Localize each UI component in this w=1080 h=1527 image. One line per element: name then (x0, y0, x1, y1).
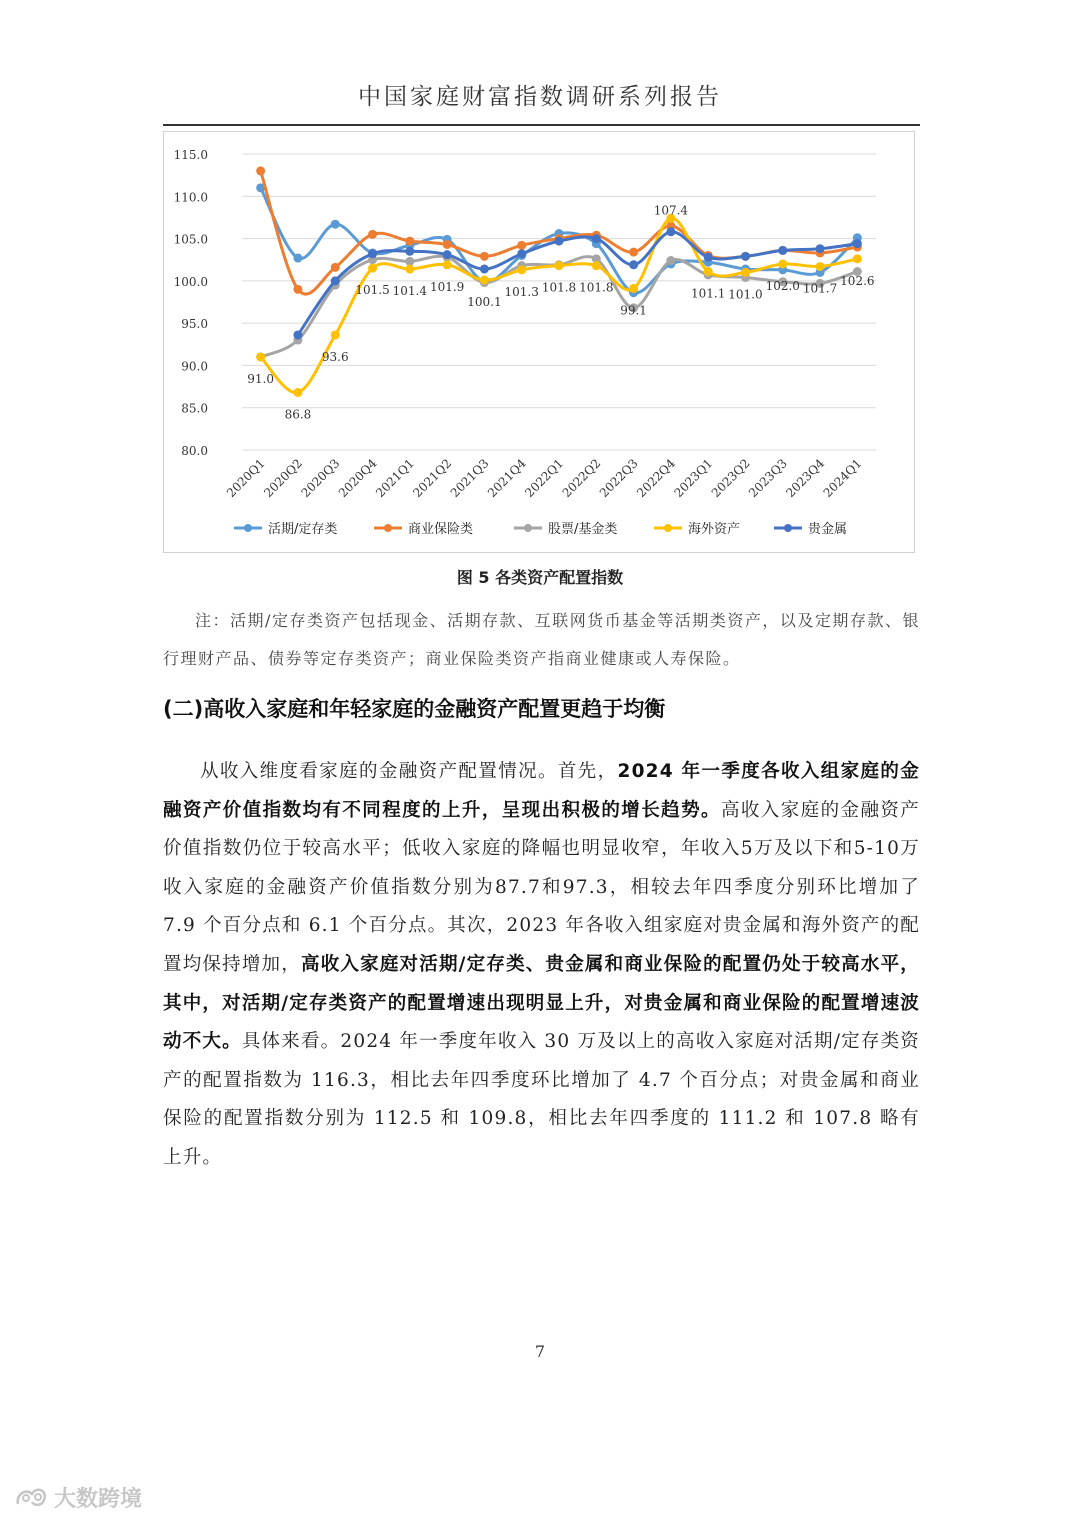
legend-swatch-marker (664, 524, 672, 532)
series-point-3 (517, 265, 526, 274)
legend-swatch-marker (244, 524, 252, 532)
x-tick-label: 2023Q4 (783, 456, 828, 501)
legend-label: 商业保险类 (408, 522, 474, 537)
legend-label: 贵金属 (808, 522, 848, 537)
series-point-4 (741, 252, 750, 261)
data-label: 102.6 (840, 273, 875, 288)
paragraph-text-3: 具体来看。2024 年一季度年收入 30 万及以上的高收入家庭对活期/定存类资产的配置指数为 116.3，相比去年四季度环比增加了 4.7 个百分点；对贵金属和商业保险的配置指数分别为 112.5 和 109.8，相比去年四季度的 111.2 和 107.8 略有上升。 (163, 1031, 920, 1168)
body-paragraph (163, 753, 920, 1178)
legend-label: 股票/基金类 (548, 522, 618, 537)
series-point-3 (405, 265, 414, 274)
series-point-1 (443, 240, 452, 249)
data-label: 100.1 (467, 295, 502, 310)
watermark (14, 1482, 142, 1516)
x-tick-label: 2021Q2 (410, 456, 455, 501)
paragraph-bold-1: 2024 年一季度各收入组家庭的金融资产价值指数均有不同程度的上升，呈现出积极的增长趋势。 (163, 761, 920, 821)
data-label: 101.9 (429, 279, 465, 294)
figure-caption: 图 5 各类资产配置指数 (456, 568, 624, 587)
data-label: 99.1 (620, 303, 647, 318)
legend-swatch-marker (784, 524, 792, 532)
paragraph-bold-2: 高收入家庭对活期/定存类、贵金属和商业保险的配置仍处于较高水平，其中，对活期/定存类资产的配置增速出现明显上升，对贵金属和商业保险的配置增速波动不大。 (163, 953, 920, 1053)
data-label: 86.8 (284, 407, 312, 422)
x-tick-label: 2023Q1 (671, 456, 716, 501)
data-label: 101.5 (355, 283, 390, 298)
x-tick-label: 2022Q4 (634, 456, 679, 501)
series-point-3 (368, 264, 377, 273)
chart-svg (164, 132, 914, 552)
y-tick-label: 110.0 (173, 190, 208, 205)
x-tick-label: 2020Q4 (335, 456, 380, 501)
y-tick-label: 80.0 (181, 444, 208, 458)
page-number: 7 (534, 1342, 546, 1361)
series-point-4 (629, 260, 638, 269)
series-point-3 (704, 267, 713, 276)
series-point-4 (592, 234, 601, 243)
header-rule (163, 124, 920, 126)
y-tick-label: 100.0 (173, 274, 208, 289)
series-point-3 (555, 261, 564, 270)
data-label: 91.0 (247, 371, 275, 386)
data-label: 101.3 (504, 284, 539, 299)
series-point-3 (816, 262, 825, 271)
series-point-0 (293, 254, 302, 263)
series-point-4 (293, 330, 302, 339)
data-label: 93.6 (321, 349, 349, 364)
series-point-1 (293, 285, 302, 294)
watermark-text: 大数跨境 (54, 1487, 143, 1512)
series-point-1 (517, 241, 526, 250)
x-tick-label: 2021Q4 (484, 456, 529, 501)
section-heading: (二)高收入家庭和年轻家庭的金融资产配置更趋于均衡 (163, 697, 666, 721)
series-point-4 (853, 239, 862, 248)
x-tick-label: 2020Q1 (223, 456, 268, 501)
legend-swatch-marker (384, 524, 392, 532)
x-tick-label: 2020Q3 (298, 456, 343, 501)
series-point-3 (256, 352, 265, 361)
series-point-1 (256, 166, 265, 175)
series-point-4 (778, 246, 787, 255)
data-label: 107.4 (653, 203, 689, 218)
series-point-3 (331, 330, 340, 339)
series-point-4 (517, 249, 526, 258)
x-tick-label: 2022Q1 (522, 456, 567, 501)
data-label: 101.1 (690, 286, 726, 301)
data-label: 101.4 (392, 284, 428, 299)
x-tick-label: 2022Q3 (596, 456, 641, 501)
legend-label: 海外资产 (688, 522, 741, 537)
figure-note: 注：活期/定存类资产包括现金、活期存款、互联网货币基金等活期类资产，以及定期存款、银行理财产品、债券等定存类资产；商业保险类资产指商业健康或人寿保险。 (163, 611, 920, 668)
series-point-4 (555, 237, 564, 246)
series-point-1 (405, 237, 414, 246)
data-label: 101.8 (579, 280, 614, 295)
legend-label: 活期/定存类 (268, 522, 338, 537)
report-header-title: 中国家庭财富指数调研系列报告 (358, 84, 722, 110)
x-tick-label: 2021Q3 (447, 456, 492, 501)
y-tick-label: 95.0 (181, 317, 208, 332)
watermark-logo-icon (14, 1484, 50, 1516)
x-tick-label: 2023Q3 (746, 456, 790, 501)
y-tick-label: 90.0 (181, 359, 208, 374)
paragraph-text-2: 高收入家庭的金融资产价值指数仍位于较高水平；低收入家庭的降幅也明显收窄，年收入5万及以下和5-10万收入家庭的金融资产价值指数分别为87.7和97.3，相较去年四季度分别环比增加了 7.9 个百分点和 6.1 个百分点。其次，2023 年各收入组家庭对贵金属和海外资产的配置均保持增加， (163, 799, 920, 975)
legend-swatch-marker (524, 524, 532, 532)
series-point-3 (443, 260, 452, 269)
x-tick-label: 2020Q2 (261, 456, 306, 501)
x-tick-label: 2022Q2 (559, 456, 604, 501)
series-point-0 (331, 220, 340, 229)
series-point-4 (405, 247, 414, 256)
x-tick-label: 2024Q1 (820, 456, 865, 501)
series-point-4 (443, 250, 452, 259)
series-point-4 (704, 253, 713, 262)
series-point-3 (853, 254, 862, 263)
paragraph-text-1: 从收入维度看家庭的金融资产配置情况。首先， (200, 761, 618, 782)
series-point-3 (480, 276, 489, 285)
series-point-2 (666, 256, 675, 265)
series-point-3 (778, 259, 787, 268)
y-tick-label: 105.0 (173, 232, 208, 247)
series-point-4 (816, 244, 825, 253)
data-label: 102.0 (765, 278, 800, 293)
series-point-1 (368, 230, 377, 239)
x-tick-label: 2023Q2 (708, 456, 753, 501)
data-label: 101.8 (541, 280, 577, 295)
asset-allocation-chart (163, 131, 915, 553)
x-tick-label: 2021Q1 (373, 456, 417, 501)
data-label: 101.7 (802, 281, 838, 296)
series-point-1 (629, 248, 638, 257)
series-point-3 (741, 268, 750, 277)
series-point-4 (331, 276, 340, 285)
series-point-4 (666, 227, 675, 236)
series-point-3 (293, 388, 302, 397)
y-tick-label: 85.0 (181, 401, 208, 416)
series-point-1 (331, 263, 340, 272)
series-point-3 (592, 261, 601, 270)
series-point-1 (480, 252, 489, 261)
data-label: 101.0 (728, 287, 763, 302)
y-tick-label: 115.0 (173, 148, 208, 162)
series-point-3 (629, 284, 638, 293)
series-point-4 (368, 249, 377, 258)
series-point-4 (480, 265, 489, 274)
